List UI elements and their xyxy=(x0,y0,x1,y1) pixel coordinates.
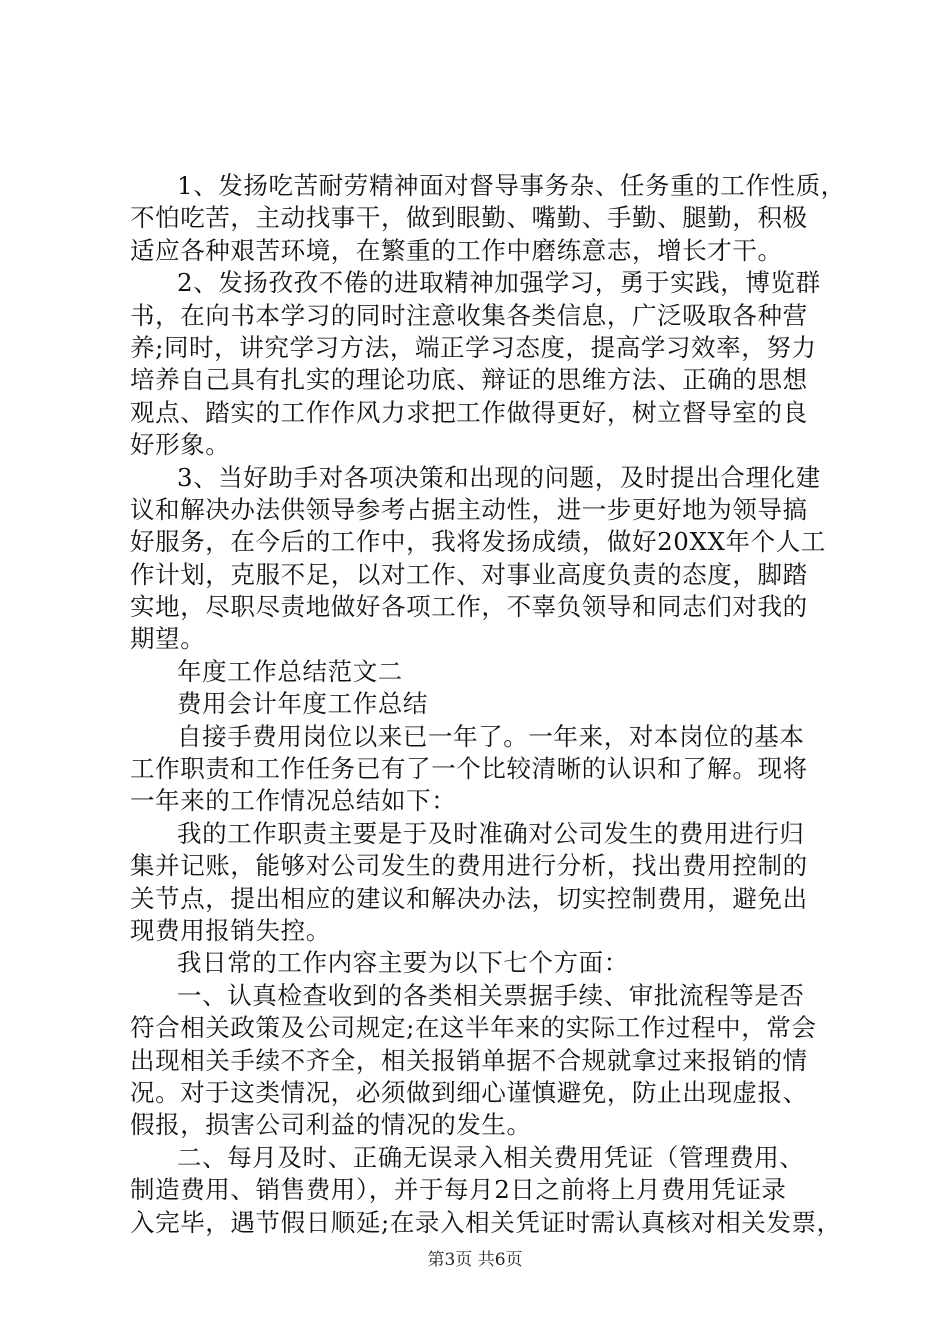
text-line: 自接手费用岗位以来已一年了。一年来，对本岗位的基本 xyxy=(177,721,805,751)
text-line: 期望。 xyxy=(130,624,206,654)
text-line: 书，在向书本学习的同时注意收集各类信息，广泛吸取各种营 xyxy=(130,300,808,330)
text-line: 出现相关手续不齐全，相关报销单据不合规就拿过来报销的情 xyxy=(130,1045,808,1075)
text-line: 好服务，在今后的工作中，我将发扬成绩，做好20XX年个人工 xyxy=(130,527,826,557)
text-line: 年度工作总结范文二 xyxy=(177,656,403,686)
text-line: 我的工作职责主要是于及时准确对公司发生的费用进行归 xyxy=(177,818,805,848)
text-line: 观点、踏实的工作作风力求把工作做得更好，树立督导室的良 xyxy=(130,397,808,427)
text-line: 养;同时，讲究学习方法，端正学习态度，提高学习效率，努力 xyxy=(130,332,817,362)
text-line: 集并记账，能够对公司发生的费用进行分析，找出费用控制的 xyxy=(130,851,808,881)
text-line: 3、当好助手对各项决策和出现的问题，及时提出合理化建 xyxy=(177,462,821,492)
text-line: 一年来的工作情况总结如下： xyxy=(130,786,457,816)
text-line: 入完毕，遇节假日顺延;在录入相关凭证时需认真核对相关发票， xyxy=(130,1207,842,1237)
text-line: 关节点，提出相应的建议和解决办法，切实控制费用，避免出 xyxy=(130,883,808,913)
text-line: 工作职责和工作任务已有了一个比较清晰的认识和了解。现将 xyxy=(130,754,808,784)
document-body xyxy=(130,170,846,1239)
text-line: 现费用报销失控。 xyxy=(130,915,331,945)
page-number-footer: 第3页 共6页 xyxy=(427,1250,523,1270)
text-line: 费用会计年度工作总结 xyxy=(177,689,428,719)
text-line: 我日常的工作内容主要为以下七个方面： xyxy=(177,948,629,978)
text-line: 1、发扬吃苦耐劳精神面对督导事务杂、任务重的工作性质， xyxy=(177,171,846,200)
text-line: 培养自己具有扎实的理论功底、辩证的思维方法、正确的思想 xyxy=(130,365,808,395)
text-line: 二、每月及时、正确无误录入相关费用凭证（管理费用、 xyxy=(177,1142,805,1172)
text-line: 不怕吃苦，主动找事干，做到眼勤、嘴勤、手勤、腿勤，积极 xyxy=(130,203,808,233)
text-line: 好形象。 xyxy=(130,430,231,460)
text-line: 符合相关政策及公司规定;在这半年来的实际工作过程中，常会 xyxy=(130,1013,817,1043)
text-line: 实地，尽职尽责地做好各项工作，不辜负领导和同志们对我的 xyxy=(130,592,808,622)
text-line: 假报，损害公司利益的情况的发生。 xyxy=(130,1110,532,1140)
text-line: 制造费用、销售费用），并于每月2日之前将上月费用凭证录 xyxy=(130,1175,787,1205)
text-line: 议和解决办法供领导参考占据主动性，进一步更好地为领导搞 xyxy=(130,494,808,524)
text-line: 适应各种艰苦环境，在繁重的工作中磨练意志，增长才干。 xyxy=(130,235,783,265)
text-line: 2、发扬孜孜不倦的进取精神加强学习，勇于实践，博览群 xyxy=(177,268,821,298)
text-line: 况。对于这类情况，必须做到细心谨慎避免，防止出现虚报、 xyxy=(130,1077,808,1107)
text-line: 一、认真检查收到的各类相关票据手续、审批流程等是否 xyxy=(177,980,805,1010)
text-line: 作计划，克服不足，以对工作、对事业高度负责的态度，脚踏 xyxy=(130,559,808,589)
